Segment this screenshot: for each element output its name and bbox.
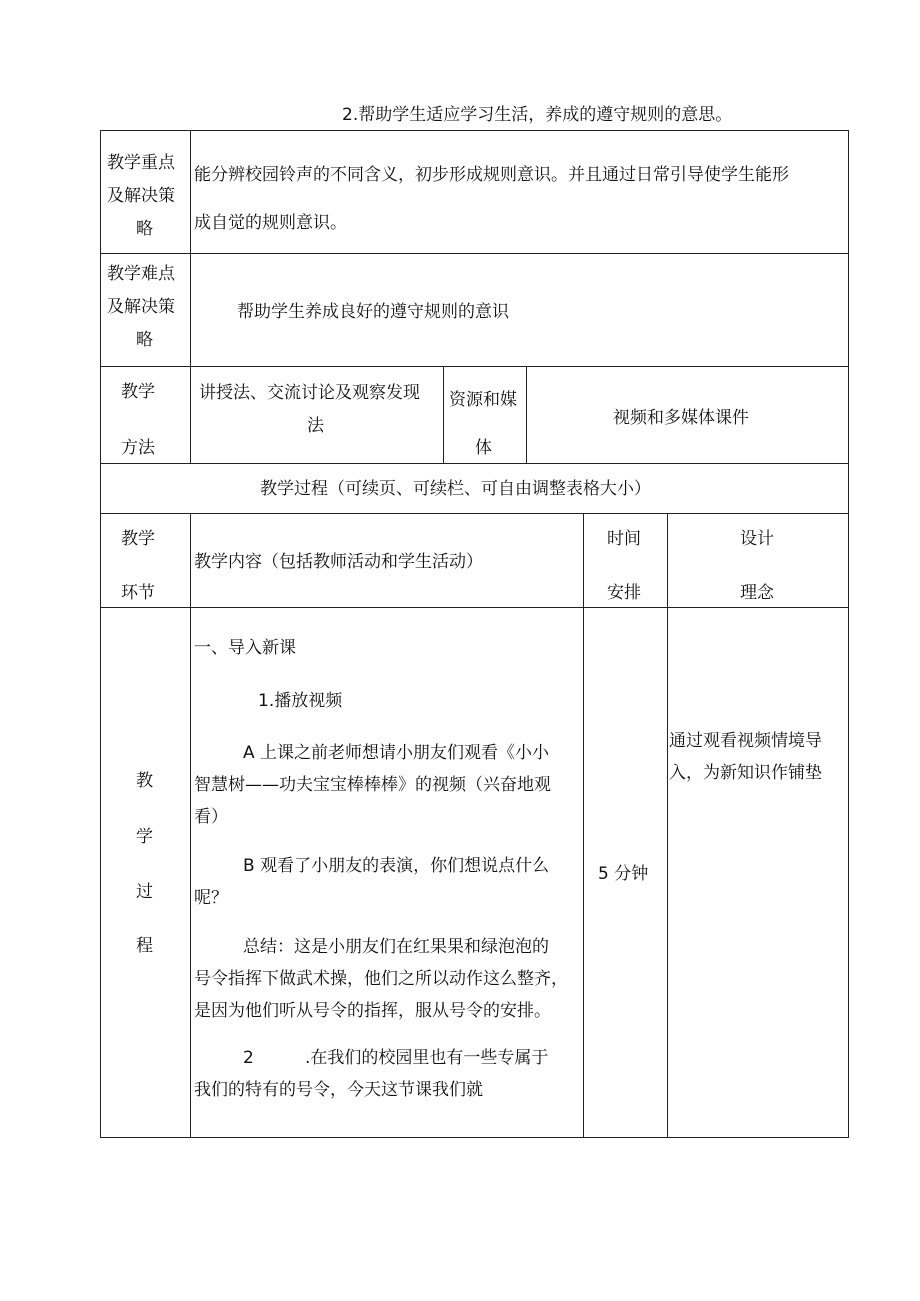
col-header-stage: 教学 <box>121 529 155 549</box>
media-label: 资源和媒 <box>449 390 517 410</box>
process-stage-char: 过 <box>136 882 153 902</box>
table-border <box>190 130 191 464</box>
table-border <box>100 1137 849 1138</box>
col-header-content: 教学内容（包括教师活动和学生活动） <box>194 552 483 572</box>
content-subheading: 1.播放视频 <box>258 691 343 711</box>
table-border <box>100 366 849 367</box>
content-paragraph-a: 看） <box>194 807 228 827</box>
table-border <box>583 513 584 1138</box>
key-points-content: 能分辨校园铃声的不同含义，初步形成规则意识。并且通过日常引导使学生能形 <box>194 165 789 185</box>
methods-label: 教学 <box>121 382 155 402</box>
methods-label: 方法 <box>121 438 155 458</box>
process-design: 通过观看视频情境导 <box>669 731 822 751</box>
content-paragraph-b: B 观看了小朋友的表演，你们想说点什么 <box>243 856 550 876</box>
table-border <box>848 130 849 1138</box>
content-item-two: .在我们的校园里也有一些专属于 <box>305 1048 549 1068</box>
table-border <box>190 513 191 1138</box>
process-title: 教学过程（可续页、可续栏、可自由调整表格大小） <box>260 479 651 499</box>
col-header-stage: 环节 <box>121 583 155 603</box>
table-border <box>100 463 849 464</box>
media-value: 视频和多媒体课件 <box>613 408 749 428</box>
col-header-time: 时间 <box>607 529 641 549</box>
table-border <box>100 253 849 254</box>
table-border <box>100 607 849 608</box>
content-item-two: 我们的特有的号令，今天这节课我们就 <box>194 1080 483 1100</box>
table-border <box>526 366 527 464</box>
intro-line: 2.帮助学生适应学习生活，养成的遵守规则的意思。 <box>342 105 733 125</box>
col-header-design: 设计 <box>740 529 774 549</box>
content-paragraph-a: A 上课之前老师想请小朋友们观看《小小 <box>243 743 550 763</box>
table-border <box>100 130 849 131</box>
process-stage-char: 教 <box>136 771 153 791</box>
key-points-content: 成自觉的规则意识。 <box>194 213 347 233</box>
difficult-points-label: 略 <box>136 330 153 350</box>
table-border <box>100 130 101 1138</box>
process-stage-char: 学 <box>136 827 153 847</box>
content-summary: 号令指挥下做武术操，他们之所以动作这么整齐， <box>194 969 568 989</box>
content-paragraph-b: 呢？ <box>194 888 228 908</box>
key-points-label: 及解决策 <box>107 186 175 206</box>
content-heading: 一、导入新课 <box>194 638 296 658</box>
media-label: 体 <box>475 438 492 458</box>
process-design: 入，为新知识作铺垫 <box>669 763 822 783</box>
table-border <box>100 513 849 514</box>
difficult-points-content: 帮助学生养成良好的遵守规则的意识 <box>237 302 509 322</box>
process-stage-char: 程 <box>136 936 153 956</box>
table-border <box>667 513 668 1138</box>
col-header-time: 安排 <box>607 583 641 603</box>
difficult-points-label: 教学难点 <box>107 264 175 284</box>
methods-value: 讲授法、交流讨论及观察发现 <box>199 383 420 403</box>
content-item-two-number: 2 <box>243 1048 254 1068</box>
difficult-points-label: 及解决策 <box>107 297 175 317</box>
content-summary: 是因为他们听从号令的指挥，服从号令的安排。 <box>194 1001 551 1021</box>
table-border <box>443 366 444 464</box>
key-points-label: 略 <box>136 219 153 239</box>
col-header-design: 理念 <box>740 583 774 603</box>
process-time: 5 分钟 <box>598 864 649 884</box>
content-summary: 总结：这是小朋友们在红果果和绿泡泡的 <box>243 937 549 957</box>
content-paragraph-a: 智慧树——功夫宝宝棒棒棒》的视频（兴奋地观 <box>194 775 551 795</box>
methods-value: 法 <box>307 416 324 436</box>
key-points-label: 教学重点 <box>107 153 175 173</box>
